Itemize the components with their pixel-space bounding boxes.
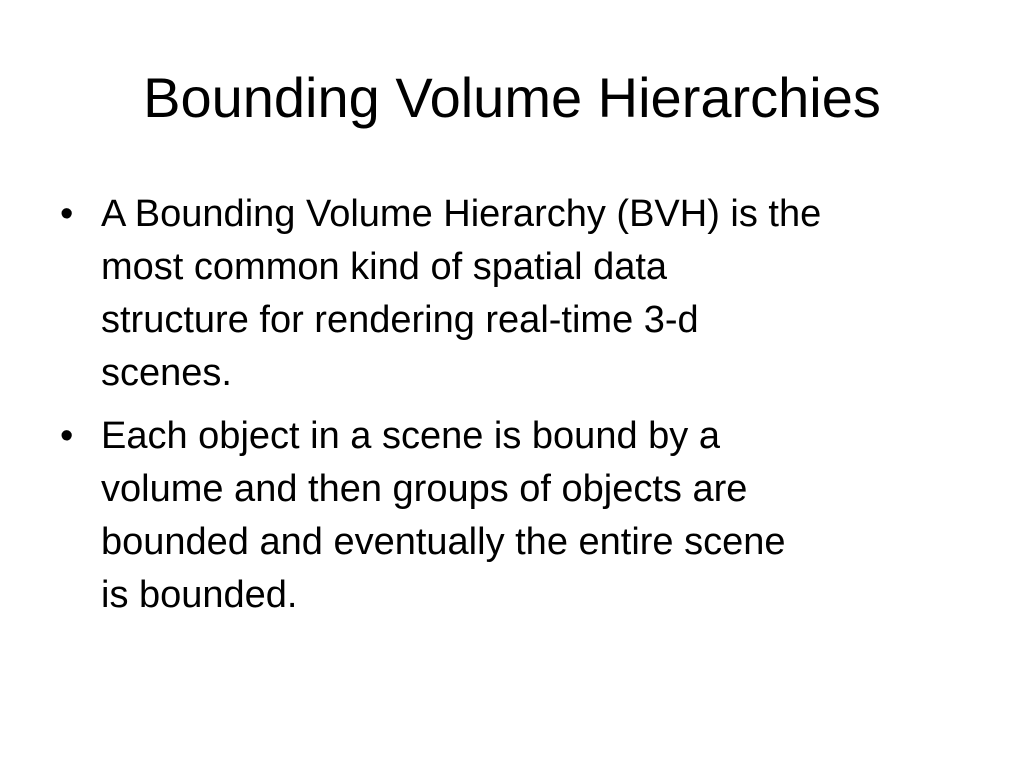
bullet-item <box>60 410 980 622</box>
bullet-dot-icon: • <box>60 193 74 235</box>
bullet-text-line: bounded and eventually the entire scene <box>101 521 786 563</box>
bullet-text-line: scenes. <box>101 352 232 394</box>
bullet-list <box>60 188 980 632</box>
bullet-text-line: structure for rendering real-time 3-d <box>101 299 699 341</box>
bullet-text-line: most common kind of spatial data <box>101 246 668 288</box>
bullet-text-line: Each object in a scene is bound by a <box>101 415 720 457</box>
bullet-item <box>60 188 980 400</box>
slide-title: Bounding Volume Hierarchies <box>143 66 881 129</box>
bullet-text-line: volume and then groups of objects are <box>101 468 748 510</box>
bullet-dot-icon: • <box>60 415 74 457</box>
bullet-text-line: A Bounding Volume Hierarchy (BVH) is the <box>101 193 822 235</box>
bullet-text-line: is bounded. <box>101 574 298 616</box>
